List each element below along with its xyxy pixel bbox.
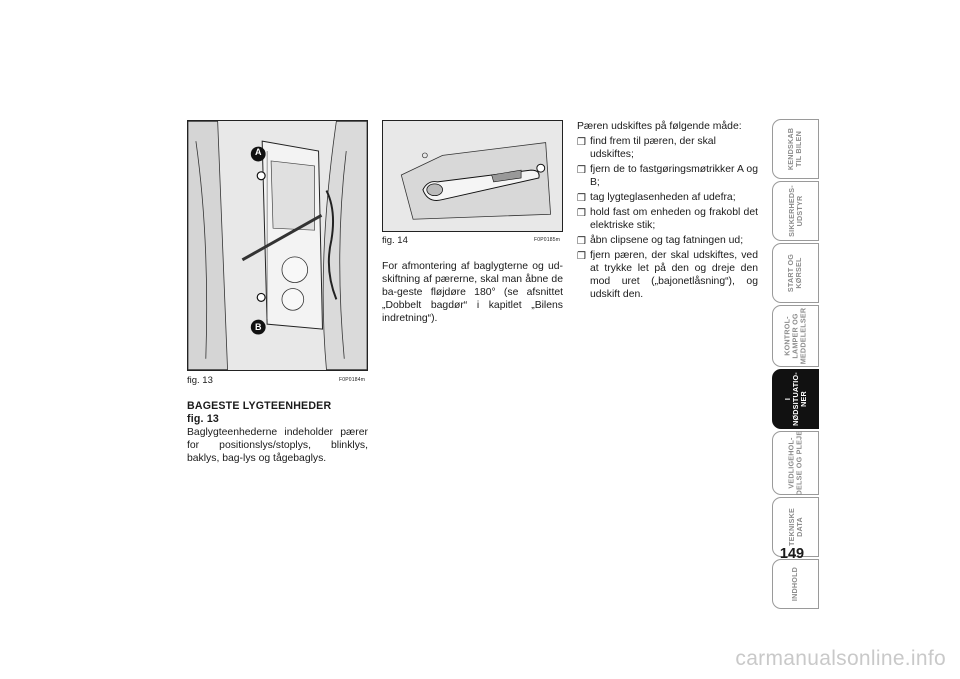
procedure-intro: Pæren udskiftes på følgende måde: xyxy=(577,121,742,132)
procedure-step: ❒ hold fast om enheden og frakobl det elektriske stik; xyxy=(577,207,758,231)
tab-vedligeholdelse-og-pleje[interactable]: VEDLIGEHOL- DELSE OG PLEJE xyxy=(772,431,819,495)
tab-tekniske-data[interactable]: TEKNISKE DATA xyxy=(772,497,819,557)
figure-13-image xyxy=(187,120,368,371)
figure-13-caption: fig. 13 xyxy=(187,375,213,386)
tail-light-illustration xyxy=(188,121,367,370)
removal-instructions: For afmontering af baglygterne og ud-skiftning af pærerne, skal man åbne de ba-geste fløjdøre 180° (se afsnittet „Dobbelt bagdør“ i kapitlet „Bilens indretning“). xyxy=(382,261,563,324)
figure-14-caption: fig. 14 xyxy=(382,235,408,246)
callout-a: A xyxy=(255,147,262,157)
checkbox-icon: ❒ xyxy=(577,193,586,204)
tab-start-og-korsel[interactable]: START OG KØRSEL xyxy=(772,243,819,303)
procedure-step: ❒ find frem til pæren, der skal udskiftes; xyxy=(577,136,716,160)
checkbox-icon: ❒ xyxy=(577,251,586,262)
hinge-illustration xyxy=(383,121,562,231)
section-heading: BAGESTE LYGTEENHEDER xyxy=(187,400,332,412)
tab-kontrollamper-og-meddelelser[interactable]: KONTROL- LAMPER OG MEDDELELSER xyxy=(772,305,819,367)
tab-indhold[interactable]: INDHOLD xyxy=(772,559,819,609)
procedure-steps xyxy=(577,135,758,301)
tab-kendskab-til-bilen[interactable]: KENDSKAB TIL BILEN xyxy=(772,119,819,179)
procedure-step: ❒ fjern pæren, der skal udskiftes, ved at trykke let på den og dreje den mod uret („bajonetlåsning“), og udskift den. xyxy=(577,250,758,300)
section-subheading: fig. 13 xyxy=(187,413,220,425)
checkbox-icon: ❒ xyxy=(577,137,586,148)
callout-b: B xyxy=(255,322,262,332)
tab-sikkerhedsudstyr[interactable]: SIKKERHEDS- UDSTYR xyxy=(772,181,819,241)
checkbox-icon: ❒ xyxy=(577,236,586,247)
section-body: Baglygteenhederne indeholder pærer for positionslys/stoplys, blinklys, baklys, bag-lys og tågebaglys. xyxy=(187,427,368,464)
page-number: 149 xyxy=(779,546,805,562)
figure-13-code: F0P0184m xyxy=(339,377,366,383)
procedure-step: ❒ tag lygteglasenheden af udefra; xyxy=(577,192,736,204)
replacement-procedure xyxy=(577,120,758,303)
checkbox-icon: ❒ xyxy=(577,208,586,219)
procedure-step: ❒ fjern de to fastgøringsmøtrikker A og B; xyxy=(577,164,758,188)
tab-i-nodsituationer[interactable]: I NØDSITUATIO- NER xyxy=(772,369,819,429)
procedure-step: ❒ åbn clipsene og tag fatningen ud; xyxy=(577,235,744,247)
watermark: carmanualsonline.info xyxy=(735,647,946,670)
section-text xyxy=(187,400,368,465)
figure-14-code: F0P0185m xyxy=(534,237,561,243)
figure-14-image xyxy=(382,120,563,232)
checkbox-icon: ❒ xyxy=(577,165,586,176)
